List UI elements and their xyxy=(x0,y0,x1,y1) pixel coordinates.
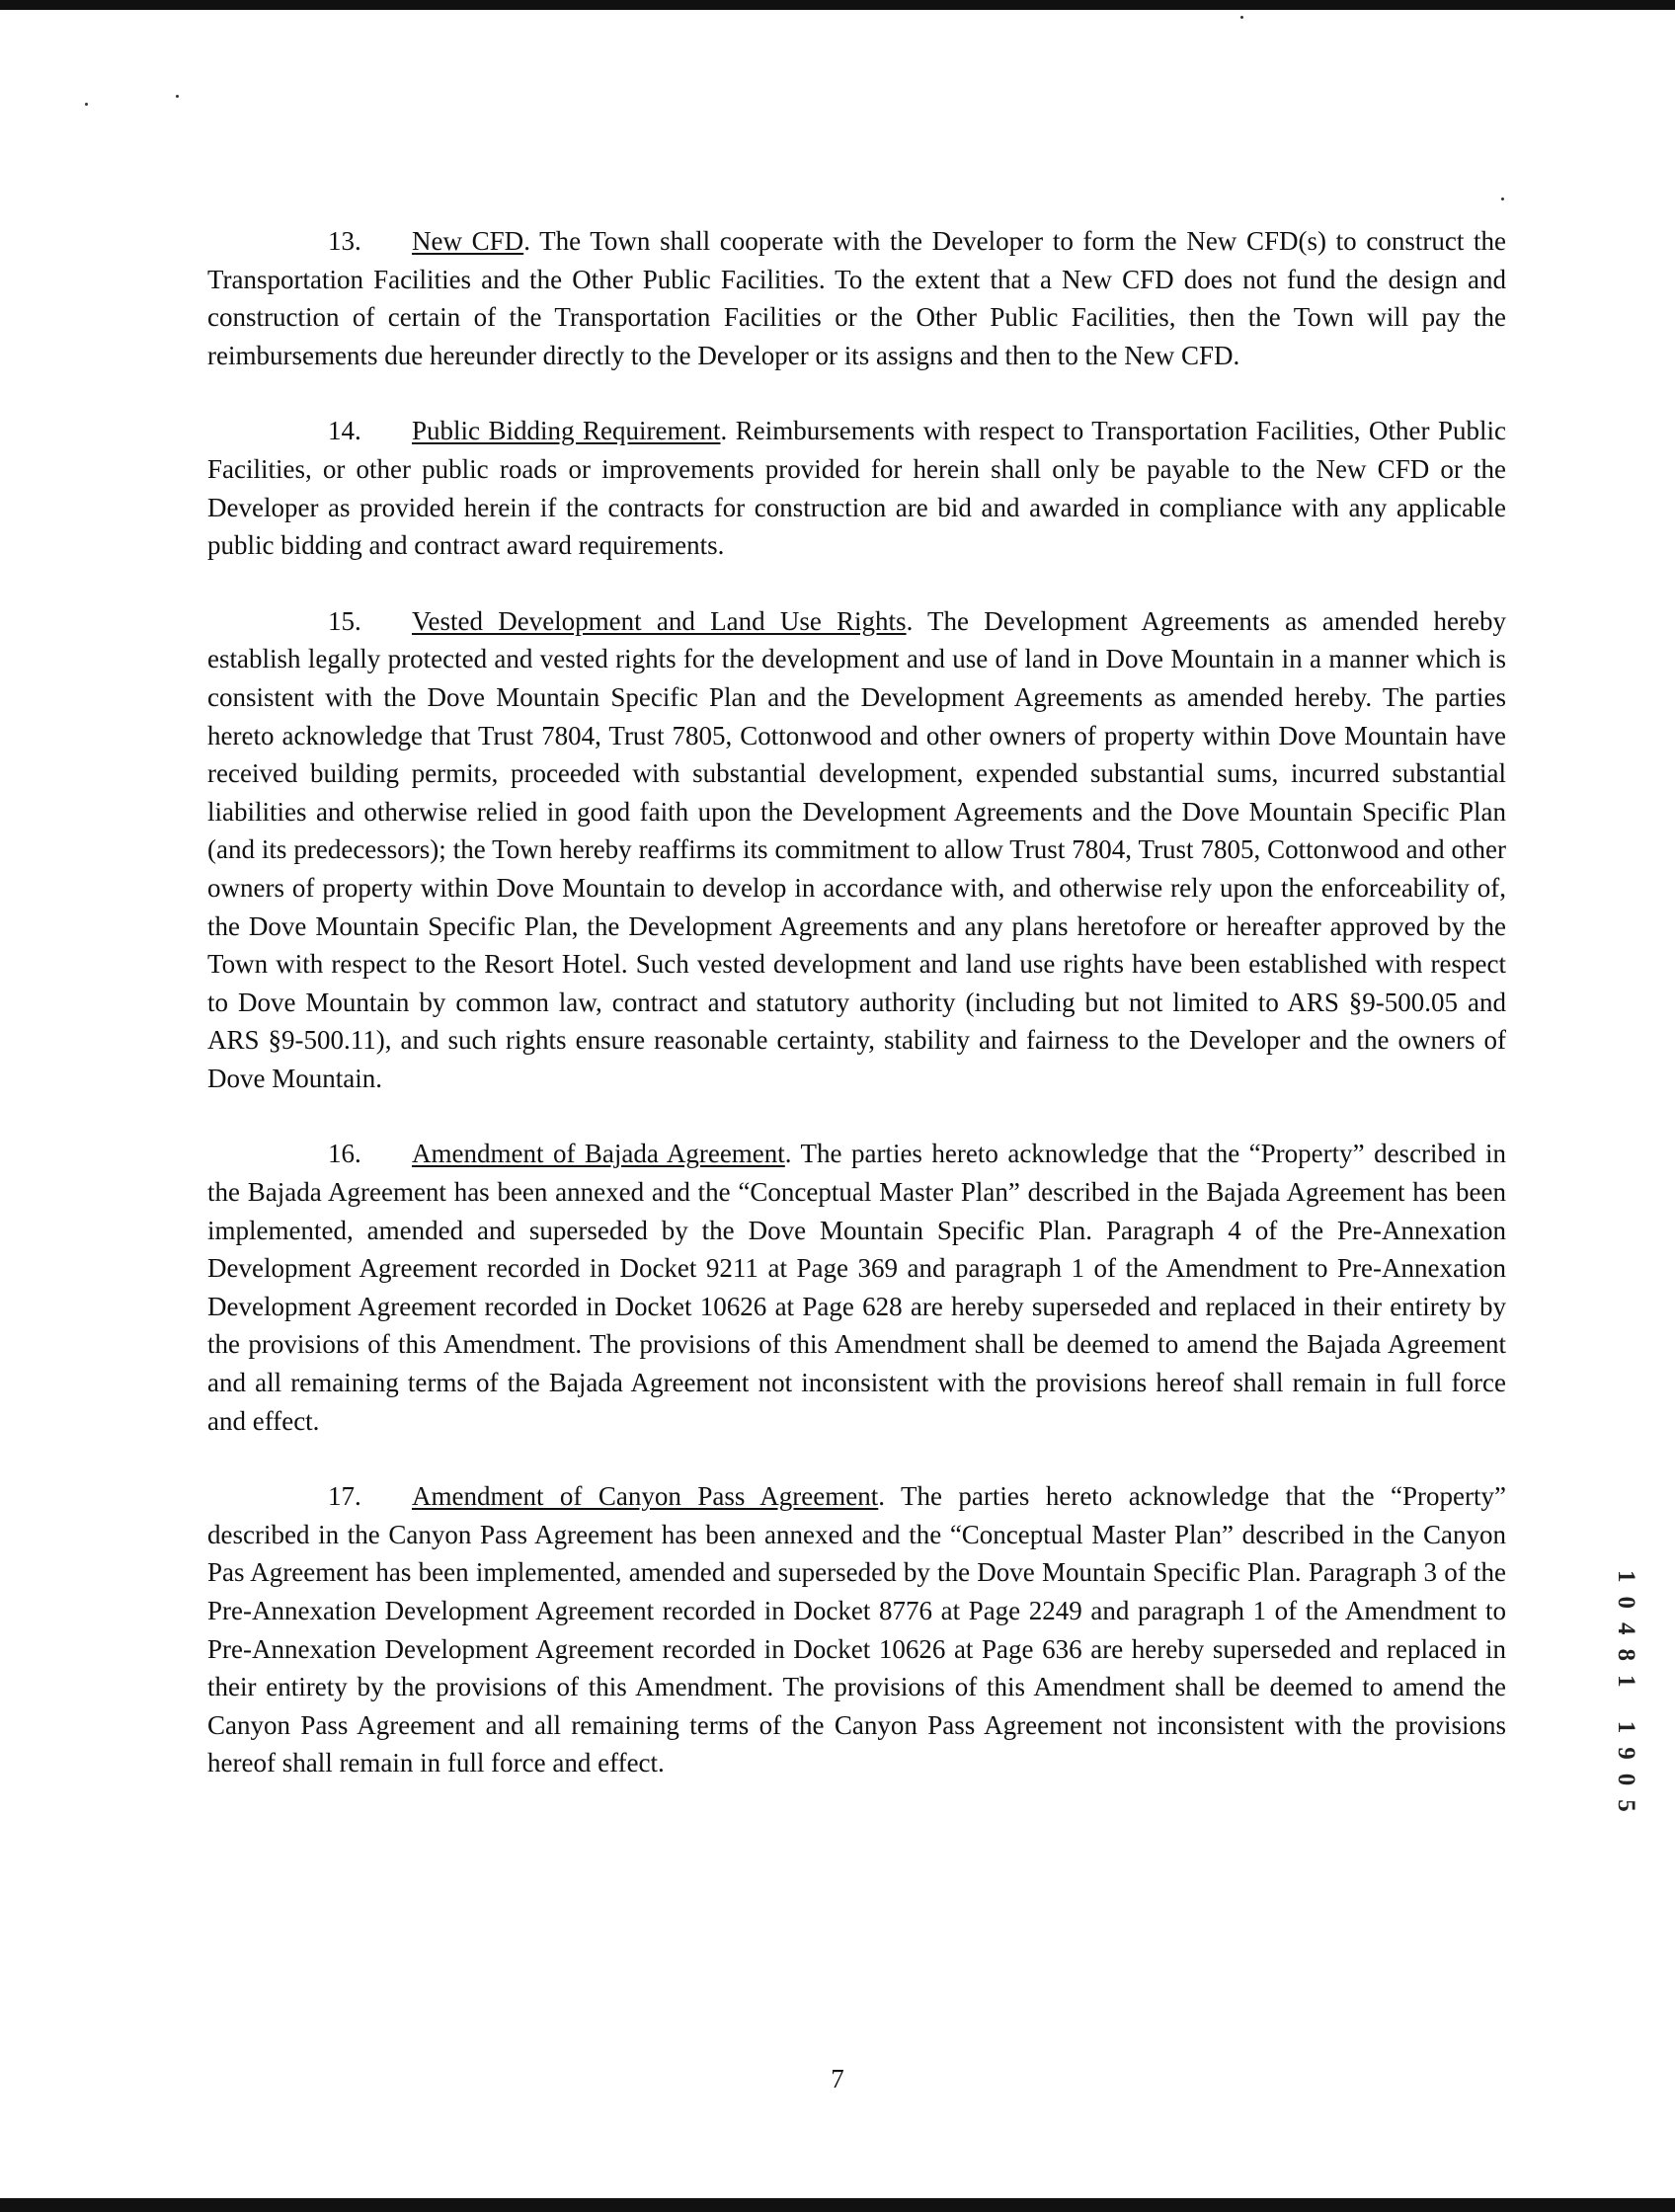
paragraph-text: . The parties hereto acknowledge that the “Property” described in the Bajada Agreement has been annexed and the “Conceptual Master Plan” described in the Bajada Agreement has been implemented, amended and superseded by the Dove Mountain Specific Plan. Paragraph 4 of the Pre-Annexation Development Agreement recorded in Docket 9211 at Page 369 and paragraph 1 of the Amendment to Pre-Annexation Development Agreement recorded in Docket 10626 at Page 628 are hereby superseded and replaced in their entirety by the provisions of this Amendment. The provisions of this Amendment shall be deemed to amend the Bajada Agreement and all remaining terms of the Bajada Agreement not inconsistent with the provisions hereof shall remain in full force and effect. xyxy=(207,1139,1506,1436)
paragraph-17 xyxy=(207,1477,1506,1782)
docket-stamp: 10481 1905 xyxy=(1613,1570,1639,1826)
scan-speck xyxy=(85,103,88,106)
paragraph-15 xyxy=(207,602,1506,1098)
paragraph-text: . The Development Agreements as amended hereby establish legally protected and vested rights for the development and use of land in Dove Mountain in a manner which is consistent with the Dove Mountain Specific Plan and the Development Agreements as amended hereby. The parties hereto acknowledge that Trust 7804, Trust 7805, Cottonwood and other owners of property within Dove Mountain have received building permits, proceeded with substantial development, expended substantial sums, incurred substantial liabilities and otherwise relied in good faith upon the Development Agreements and the Dove Mountain Specific Plan (and its predecessors); the Town hereby reaffirms its commitment to allow Trust 7804, Trust 7805, Cottonwood and other owners of property within Dove Mountain to develop in accordance with, and otherwise rely upon the enforceability of, the Dove Mountain Specific Plan, the Development Agreements and any plans heretofore or hereafter approved by the Town with respect to the Resort Hotel. Such vested development and land use rights have been established with respect to Dove Mountain by common law, contract and statutory authority (including but not limited to ARS §9-500.05 and ARS §9-500.11), and such rights ensure reasonable certainty, stability and fairness to the Developer and the owners of Dove Mountain. xyxy=(207,605,1507,1093)
scan-top-edge xyxy=(0,0,1675,10)
paragraph-number: 16. xyxy=(328,1139,361,1169)
scan-speck xyxy=(176,95,179,98)
page-number: 7 xyxy=(831,2064,844,2094)
paragraph-text: . Reimbursements with respect to Transportation Facilities, Other Public Facilities, or other public roads or improvements provided for herein shall only be payable to the New CFD or the Developer as provided herein if the contracts for construction are bid and awarded in compliance with any applicable public bidding and contract award requirements. xyxy=(207,416,1506,561)
paragraph-13 xyxy=(207,222,1506,374)
scan-speck xyxy=(1501,198,1504,200)
paragraph-number: 15. xyxy=(328,605,361,636)
paragraph-heading: New CFD xyxy=(412,226,524,256)
paragraph-text: . The parties hereto acknowledge that the “Property” described in the Canyon Pass Agreement has been annexed and the “Conceptual Master Plan” described in the Canyon Pas Agreement has been implemented, amended and superseded by the Dove Mountain Specific Plan. Paragraph 3 of the Pre-Annexation Development Agreement recorded in Docket 8776 at Page 2249 and paragraph 1 of the Amendment to Pre-Annexation Development Agreement recorded in Docket 10626 at Page 636 are hereby superseded and replaced in their entirety by the provisions of this Amendment. The provisions of this Amendment shall be deemed to amend the Canyon Pass Agreement and all remaining terms of the Canyon Pass Agreement not inconsistent with the provisions hereof shall remain in full force and effect. xyxy=(207,1481,1506,1778)
scan-bottom-edge xyxy=(0,2198,1675,2212)
paragraph-heading: Vested Development and Land Use Rights xyxy=(412,605,907,636)
paragraph-heading: Amendment of Bajada Agreement xyxy=(412,1139,785,1169)
document-body xyxy=(207,222,1506,1820)
scan-speck xyxy=(1240,16,1243,19)
paragraph-text: . The Town shall cooperate with the Developer to form the New CFD(s) to construct the Transportation Facilities and the Other Public Facilities. To the extent that a New CFD does not fund the design and construction of certain of the Transportation Facilities or the Other Public Facilities, then the Town will pay the reimbursements due hereunder directly to the Developer or its assigns and then to the New CFD. xyxy=(207,226,1506,370)
paragraph-heading: Public Bidding Requirement xyxy=(412,416,721,446)
paragraph-14 xyxy=(207,412,1506,564)
paragraph-number: 13. xyxy=(328,226,361,256)
paragraph-heading: Amendment of Canyon Pass Agreement xyxy=(412,1481,879,1512)
paragraph-number: 17. xyxy=(328,1481,361,1512)
paragraph-number: 14. xyxy=(328,416,361,446)
paragraph-16 xyxy=(207,1135,1506,1440)
